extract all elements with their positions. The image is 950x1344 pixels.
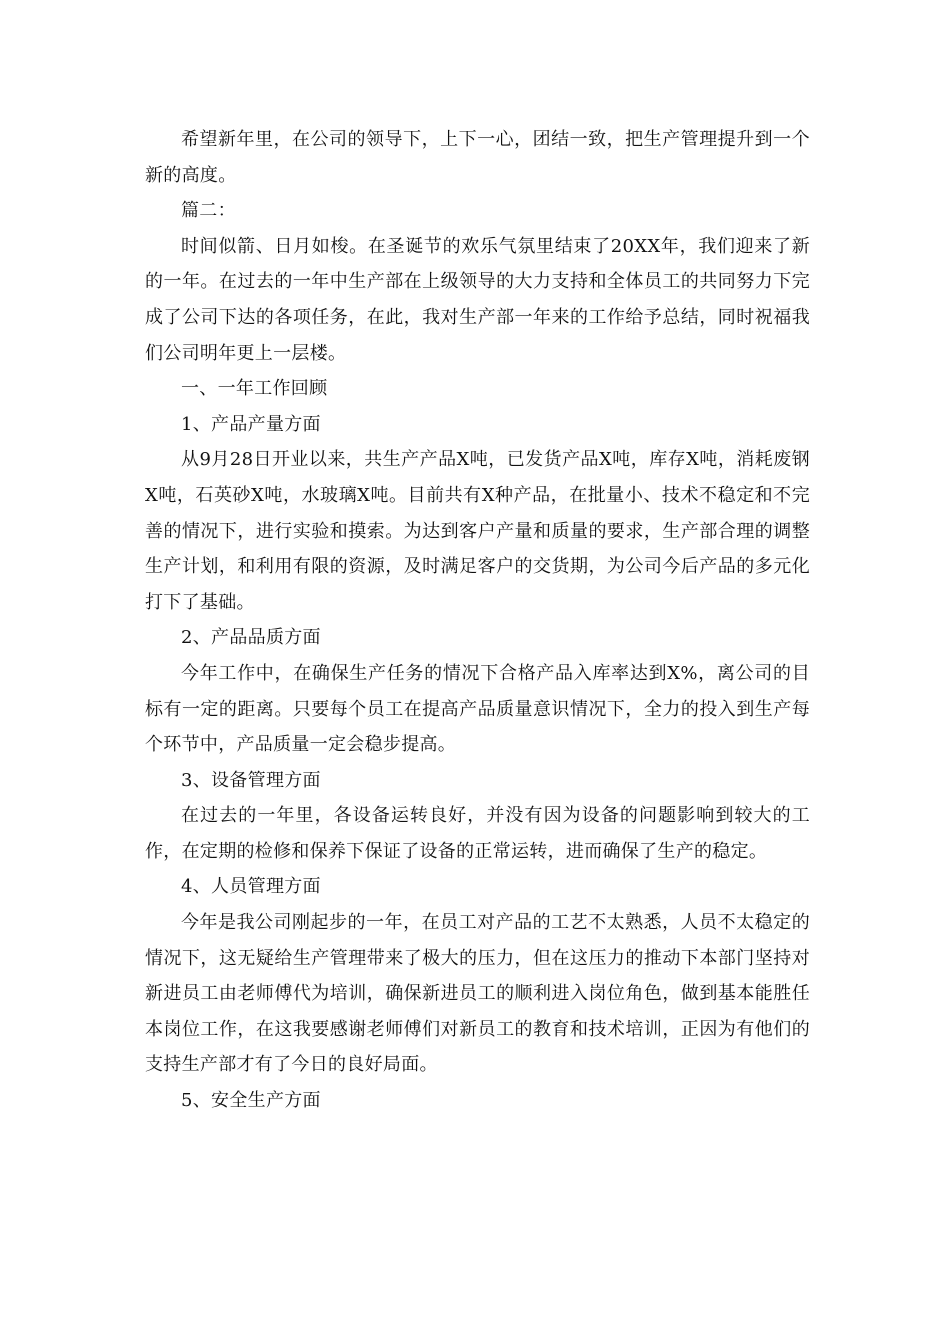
paragraph-intro: 时间似箭、日月如梭。在圣诞节的欢乐气氛里结束了20XX年，我们迎来了新的一年。在过去的一年中生产部在上级领导的大力支持和全体员工的共同努力下完成了公司下达的各项任务，在此，我对生产部一年来的工作给予总结，同时祝福我们公司明年更上一层楼。 <box>145 235 810 364</box>
paragraph-closing-wish: 希望新年里，在公司的领导下，上下一心，团结一致，把生产管理提升到一个新的高度。 <box>145 129 810 186</box>
heading-quality: 2、产品品质方面 <box>181 627 321 649</box>
paragraph-quality: 今年工作中，在确保生产任务的情况下合格产品入库率达到X%，离公司的目标有一定的距离。只要每个员工在提高产品质量意识情况下，全力的投入到生产每个环节中，产品质量一定会稳步提高。 <box>145 662 810 756</box>
heading-safety: 5、安全生产方面 <box>181 1090 321 1112</box>
section-label-part-two: 篇二： <box>181 200 236 222</box>
heading-equipment: 3、设备管理方面 <box>181 769 321 791</box>
paragraph-output: 从9月28日开业以来，共生产产品X吨，已发货产品X吨，库存X吨，消耗废钢X吨，石英砂X吨，水玻璃X吨。目前共有X种产品，在批量小、技术不稳定和不完善的情况下，进行实验和摸索。为达到客户产量和质量的要求，生产部合理的调整生产计划，和利用有限的资源，及时满足客户的交货期，为公司今后产品的多元化打下了基础。 <box>145 449 810 613</box>
heading-output: 1、产品产量方面 <box>181 413 321 435</box>
heading-personnel: 4、人员管理方面 <box>181 876 321 898</box>
document-body <box>145 122 810 1119</box>
heading-year-review: 一、一年工作回顾 <box>181 378 328 400</box>
paragraph-personnel: 今年是我公司刚起步的一年，在员工对产品的工艺不太熟悉，人员不太稳定的情况下，这无疑给生产管理带来了极大的压力，但在这压力的推动下本部门坚持对新进员工由老师傅代为培训，确保新进员工的顺利进入岗位角色，做到基本能胜任本岗位工作，在这我要感谢老师傅们对新员工的教育和技术培训，正因为有他们的支持生产部才有了今日的良好局面。 <box>145 912 810 1076</box>
paragraph-equipment: 在过去的一年里，各设备运转良好，并没有因为设备的问题影响到较大的工作，在定期的检修和保养下保证了设备的正常运转，进而确保了生产的稳定。 <box>145 805 810 862</box>
